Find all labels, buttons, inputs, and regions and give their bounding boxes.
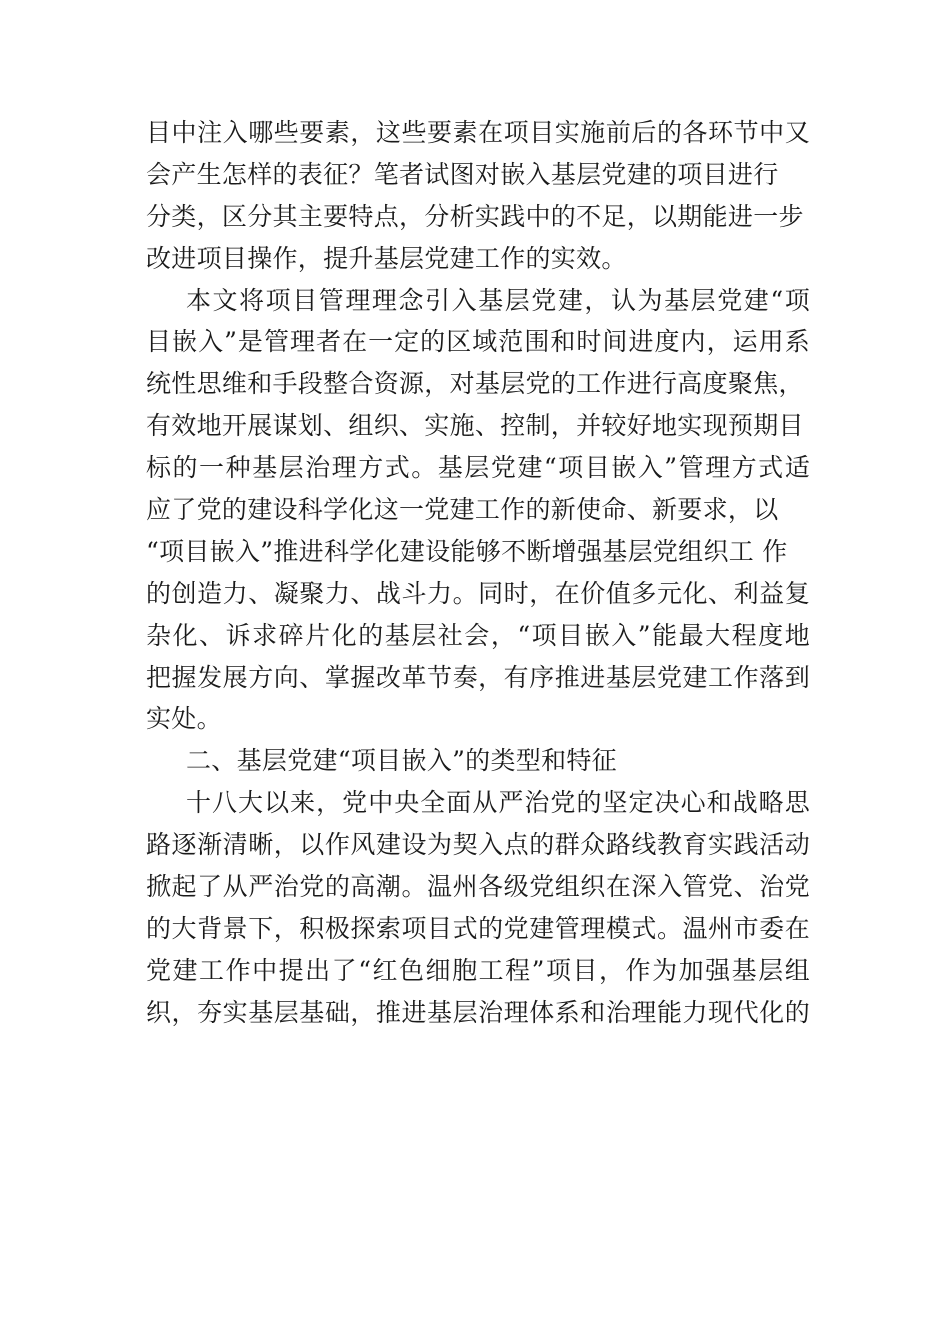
text-line: “项目嵌入”推进科学化建设能够不断增强基层党组织工 作 bbox=[146, 536, 788, 566]
text-line: 本文将项目管理理念引入基层党建，认为基层党建“项 bbox=[186, 285, 810, 315]
text-line: 标的一种基层治理方式。基层党建“项目嵌入”管理方式适 bbox=[146, 453, 810, 483]
text-line: 应了党的建设科学化这一党建工作的新使命、新要求，以 bbox=[146, 495, 779, 525]
text-line: 改进项目操作，提升基层党建工作的实效。 bbox=[146, 243, 627, 273]
text-line: 的大背景下，积极探索项目式的党建管理模式。温州市委在 bbox=[146, 913, 810, 943]
text-line: 目中注入哪些要素，这些要素在项目实施前后的各环节中又 bbox=[146, 118, 810, 147]
text-line: 织，夯实基层基础，推进基层治理体系和治理能力现代化的 bbox=[146, 997, 810, 1027]
text-line: 有效地开展谋划、组织、实施、控制，并较好地实现预期目 bbox=[146, 411, 804, 441]
text-line: 十八大以来，党中央全面从严治党的坚定决心和战略思 bbox=[186, 788, 810, 818]
text-line: 党建工作中提出了“红色细胞工程”项目，作为加强基层组 bbox=[146, 955, 810, 985]
text-line: 会产生怎样的表征？笔者试图对嵌入基层党建的项目进行 bbox=[146, 159, 779, 189]
text-line: 实处。 bbox=[146, 704, 222, 734]
text-line: 路逐渐清晰，以作风建设为契入点的群众路线教育实践活动 bbox=[146, 830, 810, 860]
text-line: 杂化、诉求碎片化的基层社会，“项目嵌入”能最大程度地 bbox=[146, 620, 810, 650]
text-line: 的创造力、凝聚力、战斗力。同时，在价值多元化、利益复 bbox=[146, 578, 810, 608]
text-line: 二、基层党建“项目嵌入”的类型和特征 bbox=[186, 746, 617, 776]
text-line: 掀起了从严治党的高潮。温州各级党组织在深入管党、治党 bbox=[146, 872, 810, 902]
text-line: 分类，区分其主要特点，分析实践中的不足，以期能进一步 bbox=[146, 201, 804, 231]
text-line: 把握发展方向、掌握改革节奏，有序推进基层党建工作落到 bbox=[146, 662, 810, 692]
text-line: 目嵌入”是管理者在一定的区域范围和时间进度内，运用系 bbox=[146, 327, 810, 357]
text-line: 统性思维和手段整合资源，对基层党的工作进行高度聚焦， bbox=[146, 369, 804, 399]
body-text bbox=[146, 112, 810, 1034]
